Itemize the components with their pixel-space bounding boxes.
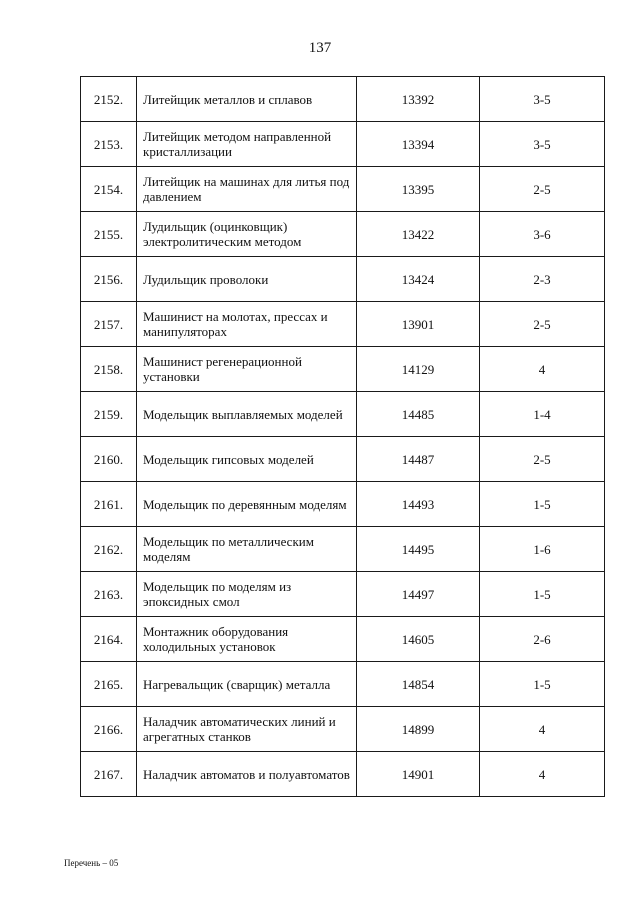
- occupation-name-cell: Модельщик по металлическим моделям: [137, 527, 357, 572]
- occupation-name-cell: Машинист регенерационной установки: [137, 347, 357, 392]
- occupation-code-cell: 14487: [357, 437, 480, 482]
- row-number-cell: 2157.: [81, 302, 137, 347]
- row-number-cell: 2152.: [81, 77, 137, 122]
- row-number-cell: 2164.: [81, 617, 137, 662]
- occupation-code-cell: 13424: [357, 257, 480, 302]
- occupation-name-cell: Монтажник оборудования холодильных установок: [137, 617, 357, 662]
- occupation-name-cell: Модельщик по моделям из эпоксидных смол: [137, 572, 357, 617]
- row-number-cell: 2167.: [81, 752, 137, 797]
- grade-range-cell: 2-5: [480, 437, 605, 482]
- occupation-name-cell: Модельщик выплавляемых моделей: [137, 392, 357, 437]
- table-row: [81, 122, 605, 167]
- grade-range-cell: 1-4: [480, 392, 605, 437]
- grade-range-cell: 3-6: [480, 212, 605, 257]
- occupation-name-cell: Литейщик методом направленной кристаллизации: [137, 122, 357, 167]
- grade-range-cell: 1-6: [480, 527, 605, 572]
- grade-range-cell: 4: [480, 707, 605, 752]
- grade-range-cell: 4: [480, 752, 605, 797]
- occupation-code-cell: 14497: [357, 572, 480, 617]
- occupation-name-cell: Наладчик автоматических линий и агрегатных станков: [137, 707, 357, 752]
- table-row: [81, 77, 605, 122]
- grade-range-cell: 3-5: [480, 122, 605, 167]
- row-number-cell: 2154.: [81, 167, 137, 212]
- occupation-code-cell: 14901: [357, 752, 480, 797]
- row-number-cell: 2161.: [81, 482, 137, 527]
- table-row: [81, 302, 605, 347]
- table-row: [81, 707, 605, 752]
- grade-range-cell: 2-5: [480, 167, 605, 212]
- grade-range-cell: 1-5: [480, 572, 605, 617]
- row-number-cell: 2156.: [81, 257, 137, 302]
- grade-range-cell: 1-5: [480, 662, 605, 707]
- row-number-cell: 2162.: [81, 527, 137, 572]
- grade-range-cell: 2-3: [480, 257, 605, 302]
- grade-range-cell: 1-5: [480, 482, 605, 527]
- row-number-cell: 2159.: [81, 392, 137, 437]
- occupation-name-cell: Модельщик гипсовых моделей: [137, 437, 357, 482]
- occupation-table: [80, 76, 605, 797]
- row-number-cell: 2153.: [81, 122, 137, 167]
- table-row: [81, 347, 605, 392]
- occupation-code-cell: 14493: [357, 482, 480, 527]
- table-row: [81, 662, 605, 707]
- occupation-code-cell: 13422: [357, 212, 480, 257]
- row-number-cell: 2155.: [81, 212, 137, 257]
- table-row: [81, 392, 605, 437]
- table-row: [81, 752, 605, 797]
- occupation-name-cell: Лудильщик проволоки: [137, 257, 357, 302]
- table-body: [81, 77, 605, 797]
- occupation-name-cell: Модельщик по деревянным моделям: [137, 482, 357, 527]
- occupation-code-cell: 14129: [357, 347, 480, 392]
- grade-range-cell: 2-5: [480, 302, 605, 347]
- occupation-name-cell: Нагревальщик (сварщик) металла: [137, 662, 357, 707]
- table-row: [81, 482, 605, 527]
- row-number-cell: 2158.: [81, 347, 137, 392]
- table-row: [81, 437, 605, 482]
- table-row: [81, 167, 605, 212]
- occupation-name-cell: Литейщик металлов и сплавов: [137, 77, 357, 122]
- occupation-code-cell: 13901: [357, 302, 480, 347]
- occupation-name-cell: Лудильщик (оцинковщик) электролитическим методом: [137, 212, 357, 257]
- grade-range-cell: 3-5: [480, 77, 605, 122]
- occupation-code-cell: 13392: [357, 77, 480, 122]
- occupation-code-cell: 13394: [357, 122, 480, 167]
- table-row: [81, 527, 605, 572]
- page-number: 137: [308, 40, 332, 56]
- grade-range-cell: 2-6: [480, 617, 605, 662]
- row-number-cell: 2165.: [81, 662, 137, 707]
- table-row: [81, 257, 605, 302]
- table-row: [81, 617, 605, 662]
- occupation-code-cell: 13395: [357, 167, 480, 212]
- footer-label: Перечень – 05: [64, 858, 119, 868]
- occupation-code-cell: 14854: [357, 662, 480, 707]
- grade-range-cell: 4: [480, 347, 605, 392]
- occupation-name-cell: Машинист на молотах, прессах и манипуляторах: [137, 302, 357, 347]
- occupation-name-cell: Литейщик на машинах для литья под давлением: [137, 167, 357, 212]
- row-number-cell: 2166.: [81, 707, 137, 752]
- table-row: [81, 572, 605, 617]
- row-number-cell: 2163.: [81, 572, 137, 617]
- occupation-name-cell: Наладчик автоматов и полуавтоматов: [137, 752, 357, 797]
- occupation-code-cell: 14605: [357, 617, 480, 662]
- row-number-cell: 2160.: [81, 437, 137, 482]
- occupation-code-cell: 14899: [357, 707, 480, 752]
- occupation-code-cell: 14485: [357, 392, 480, 437]
- table-row: [81, 212, 605, 257]
- occupation-code-cell: 14495: [357, 527, 480, 572]
